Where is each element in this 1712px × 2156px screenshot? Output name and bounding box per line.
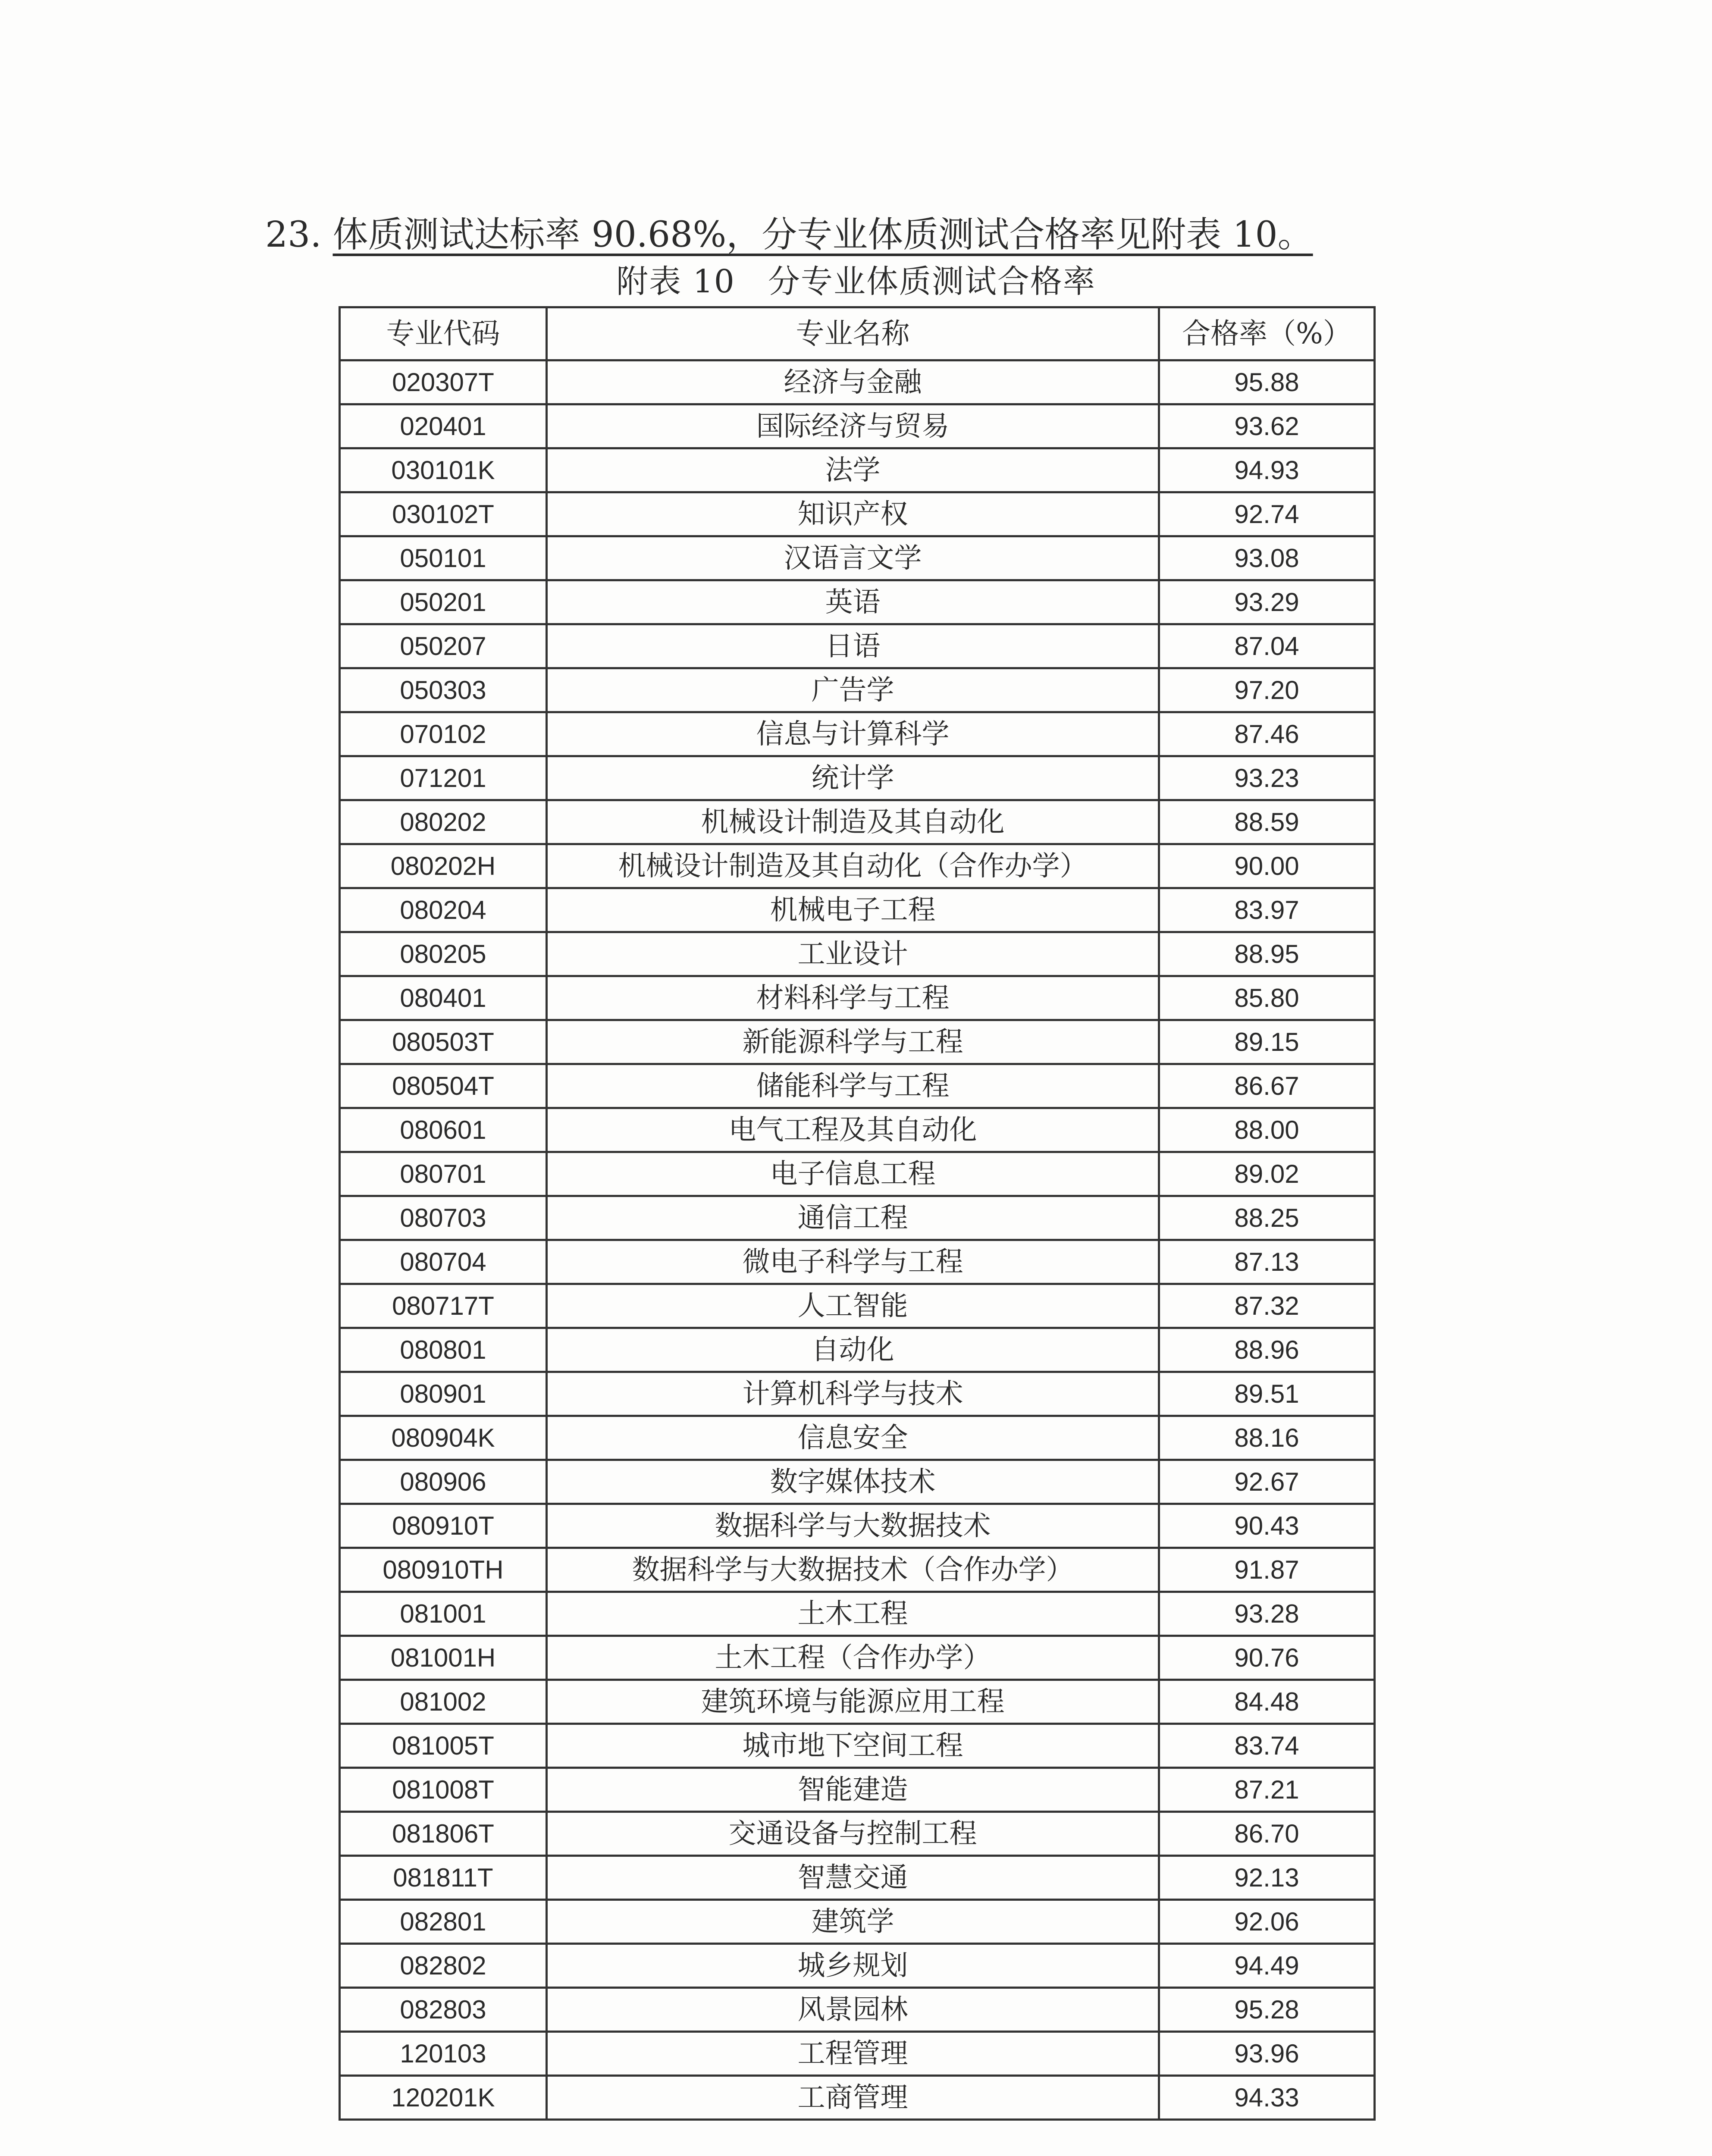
pass-rate-cell: 89.51 <box>1159 1372 1375 1416</box>
major-code-cell: 080601 <box>340 1108 547 1152</box>
major-name-cell: 电子信息工程 <box>547 1152 1159 1196</box>
header-major-name: 专业名称 <box>547 307 1159 360</box>
major-code-cell: 050101 <box>340 536 547 580</box>
major-name-cell: 机械设计制造及其自动化 <box>547 800 1159 844</box>
major-name-cell: 数字媒体技术 <box>547 1460 1159 1504</box>
major-code-cell: 120103 <box>340 2032 547 2076</box>
major-code-cell: 050201 <box>340 580 547 624</box>
table-row <box>340 1944 1375 1988</box>
pass-rate-cell: 86.67 <box>1159 1064 1375 1108</box>
pass-rate-cell: 92.13 <box>1159 1856 1375 1900</box>
major-name-cell: 材料科学与工程 <box>547 976 1159 1020</box>
major-name-cell: 土木工程（合作办学） <box>547 1636 1159 1680</box>
major-code-cell: 080401 <box>340 976 547 1020</box>
pass-rate-cell: 87.46 <box>1159 712 1375 756</box>
major-name-cell: 国际经济与贸易 <box>547 404 1159 448</box>
pass-rate-cell: 88.59 <box>1159 800 1375 844</box>
major-code-cell: 081005T <box>340 1724 547 1768</box>
pass-rate-cell: 87.32 <box>1159 1284 1375 1328</box>
major-code-cell: 080204 <box>340 888 547 932</box>
major-name-cell: 工业设计 <box>547 932 1159 976</box>
table-row <box>340 404 1375 448</box>
table-row <box>340 1416 1375 1460</box>
table-caption: 附表 10 分专业体质测试合格率 <box>616 263 1096 300</box>
major-name-cell: 知识产权 <box>547 492 1159 536</box>
major-code-cell: 081001 <box>340 1592 547 1636</box>
major-code-cell: 080202 <box>340 800 547 844</box>
table-row <box>340 580 1375 624</box>
major-name-cell: 信息安全 <box>547 1416 1159 1460</box>
major-name-cell: 城市地下空间工程 <box>547 1724 1159 1768</box>
pass-rate-cell: 84.48 <box>1159 1680 1375 1724</box>
pass-rate-cell: 95.28 <box>1159 1988 1375 2032</box>
major-name-cell: 交通设备与控制工程 <box>547 1812 1159 1856</box>
pass-rate-cell: 92.74 <box>1159 492 1375 536</box>
major-name-cell: 汉语言文学 <box>547 536 1159 580</box>
major-name-cell: 机械设计制造及其自动化（合作办学） <box>547 844 1159 888</box>
table-row <box>340 536 1375 580</box>
table-row <box>340 976 1375 1020</box>
major-code-cell: 081806T <box>340 1812 547 1856</box>
table-row <box>340 888 1375 932</box>
pass-rate-cell: 85.80 <box>1159 976 1375 1020</box>
pass-rate-cell: 92.06 <box>1159 1900 1375 1944</box>
heading-text: 体质测试达标率 90.68%，分专业体质测试合格率见附表 10。 <box>332 214 1313 255</box>
major-name-cell: 电气工程及其自动化 <box>547 1108 1159 1152</box>
table-row <box>340 1020 1375 1064</box>
table-row <box>340 1372 1375 1416</box>
major-name-cell: 机械电子工程 <box>547 888 1159 932</box>
major-code-cell: 020307T <box>340 360 547 404</box>
major-name-cell: 日语 <box>547 624 1159 668</box>
table-row <box>340 1592 1375 1636</box>
major-code-cell: 050207 <box>340 624 547 668</box>
major-name-cell: 新能源科学与工程 <box>547 1020 1159 1064</box>
major-name-cell: 计算机科学与技术 <box>547 1372 1159 1416</box>
major-code-cell: 071201 <box>340 756 547 800</box>
table-row <box>340 448 1375 492</box>
header-major-code: 专业代码 <box>340 307 547 360</box>
header-pass-rate: 合格率（%） <box>1159 307 1375 360</box>
major-name-cell: 土木工程 <box>547 1592 1159 1636</box>
major-code-cell: 020401 <box>340 404 547 448</box>
major-code-cell: 080202H <box>340 844 547 888</box>
table-row <box>340 360 1375 404</box>
table-row <box>340 668 1375 712</box>
pass-rate-cell: 92.67 <box>1159 1460 1375 1504</box>
major-name-cell: 智慧交通 <box>547 1856 1159 1900</box>
table-header-row <box>340 307 1375 360</box>
major-name-cell: 统计学 <box>547 756 1159 800</box>
table-row <box>340 1812 1375 1856</box>
table-row <box>340 492 1375 536</box>
major-name-cell: 城乡规划 <box>547 1944 1159 1988</box>
major-code-cell: 080205 <box>340 932 547 976</box>
pass-rate-cell: 93.28 <box>1159 1592 1375 1636</box>
table-row <box>340 1724 1375 1768</box>
major-code-cell: 082801 <box>340 1900 547 1944</box>
table-row <box>340 1768 1375 1812</box>
major-code-cell: 081002 <box>340 1680 547 1724</box>
table-row <box>340 1152 1375 1196</box>
pass-rate-cell: 90.43 <box>1159 1504 1375 1548</box>
pass-rate-cell: 93.96 <box>1159 2032 1375 2076</box>
table-row <box>340 1196 1375 1240</box>
major-code-cell: 030102T <box>340 492 547 536</box>
pass-rate-cell: 91.87 <box>1159 1548 1375 1592</box>
major-code-cell: 081001H <box>340 1636 547 1680</box>
pass-rate-cell: 89.02 <box>1159 1152 1375 1196</box>
major-name-cell: 通信工程 <box>547 1196 1159 1240</box>
pass-rate-cell: 93.23 <box>1159 756 1375 800</box>
table-row <box>340 1240 1375 1284</box>
pass-rate-cell: 83.74 <box>1159 1724 1375 1768</box>
major-name-cell: 英语 <box>547 580 1159 624</box>
major-code-cell: 120201K <box>340 2076 547 2120</box>
major-name-cell: 工商管理 <box>547 2076 1159 2120</box>
pass-rate-cell: 94.93 <box>1159 448 1375 492</box>
major-name-cell: 人工智能 <box>547 1284 1159 1328</box>
table-row <box>340 1504 1375 1548</box>
pass-rate-cell: 83.97 <box>1159 888 1375 932</box>
pass-rate-cell: 95.88 <box>1159 360 1375 404</box>
table-row <box>340 1680 1375 1724</box>
major-name-cell: 储能科学与工程 <box>547 1064 1159 1108</box>
major-code-cell: 080910T <box>340 1504 547 1548</box>
section-heading <box>265 213 1313 257</box>
pass-rate-cell: 88.16 <box>1159 1416 1375 1460</box>
pass-rate-cell: 87.13 <box>1159 1240 1375 1284</box>
major-name-cell: 智能建造 <box>547 1768 1159 1812</box>
major-code-cell: 080504T <box>340 1064 547 1108</box>
major-code-cell: 080717T <box>340 1284 547 1328</box>
major-code-cell: 080801 <box>340 1328 547 1372</box>
table-row <box>340 932 1375 976</box>
major-code-cell: 080901 <box>340 1372 547 1416</box>
pass-rate-cell: 88.25 <box>1159 1196 1375 1240</box>
major-code-cell: 082803 <box>340 1988 547 2032</box>
table-row <box>340 1460 1375 1504</box>
pass-rate-cell: 87.04 <box>1159 624 1375 668</box>
pass-rate-cell: 86.70 <box>1159 1812 1375 1856</box>
table-row <box>340 1548 1375 1592</box>
table-row <box>340 1064 1375 1108</box>
table-row <box>340 844 1375 888</box>
major-name-cell: 建筑学 <box>547 1900 1159 1944</box>
table-row <box>340 1636 1375 1680</box>
major-code-cell: 080904K <box>340 1416 547 1460</box>
table-row <box>340 1856 1375 1900</box>
table-row <box>340 1988 1375 2032</box>
pass-rate-cell: 90.00 <box>1159 844 1375 888</box>
major-code-cell: 081008T <box>340 1768 547 1812</box>
heading-number: 23. <box>265 214 322 255</box>
major-code-cell: 080701 <box>340 1152 547 1196</box>
major-name-cell: 信息与计算科学 <box>547 712 1159 756</box>
table-row <box>340 624 1375 668</box>
major-code-cell: 070102 <box>340 712 547 756</box>
major-name-cell: 工程管理 <box>547 2032 1159 2076</box>
major-code-cell: 080704 <box>340 1240 547 1284</box>
pass-rate-cell: 89.15 <box>1159 1020 1375 1064</box>
pass-rate-cell: 94.33 <box>1159 2076 1375 2120</box>
table-row <box>340 1328 1375 1372</box>
pass-rate-cell: 87.21 <box>1159 1768 1375 1812</box>
pass-rate-cell: 97.20 <box>1159 668 1375 712</box>
major-code-cell: 082802 <box>340 1944 547 1988</box>
major-name-cell: 经济与金融 <box>547 360 1159 404</box>
pass-rate-cell: 93.08 <box>1159 536 1375 580</box>
table-row <box>340 1108 1375 1152</box>
table-row <box>340 2032 1375 2076</box>
major-name-cell: 数据科学与大数据技术 <box>547 1504 1159 1548</box>
table-row <box>340 2076 1375 2120</box>
major-code-cell: 080503T <box>340 1020 547 1064</box>
table-body <box>340 360 1375 2120</box>
pass-rate-cell: 93.29 <box>1159 580 1375 624</box>
major-code-cell: 080703 <box>340 1196 547 1240</box>
major-name-cell: 法学 <box>547 448 1159 492</box>
major-code-cell: 050303 <box>340 668 547 712</box>
major-name-cell: 微电子科学与工程 <box>547 1240 1159 1284</box>
major-code-cell: 030101K <box>340 448 547 492</box>
pass-rate-table <box>339 306 1376 2121</box>
table-row <box>340 1900 1375 1944</box>
table-row <box>340 756 1375 800</box>
major-code-cell: 080910TH <box>340 1548 547 1592</box>
pass-rate-cell: 88.95 <box>1159 932 1375 976</box>
major-code-cell: 081811T <box>340 1856 547 1900</box>
major-name-cell: 自动化 <box>547 1328 1159 1372</box>
table-row <box>340 712 1375 756</box>
major-name-cell: 数据科学与大数据技术（合作办学） <box>547 1548 1159 1592</box>
pass-rate-cell: 90.76 <box>1159 1636 1375 1680</box>
major-name-cell: 风景园林 <box>547 1988 1159 2032</box>
pass-rate-cell: 88.96 <box>1159 1328 1375 1372</box>
major-name-cell: 广告学 <box>547 668 1159 712</box>
pass-rate-cell: 88.00 <box>1159 1108 1375 1152</box>
table-row <box>340 1284 1375 1328</box>
table-row <box>340 800 1375 844</box>
major-code-cell: 080906 <box>340 1460 547 1504</box>
major-name-cell: 建筑环境与能源应用工程 <box>547 1680 1159 1724</box>
pass-rate-cell: 93.62 <box>1159 404 1375 448</box>
pass-rate-cell: 94.49 <box>1159 1944 1375 1988</box>
